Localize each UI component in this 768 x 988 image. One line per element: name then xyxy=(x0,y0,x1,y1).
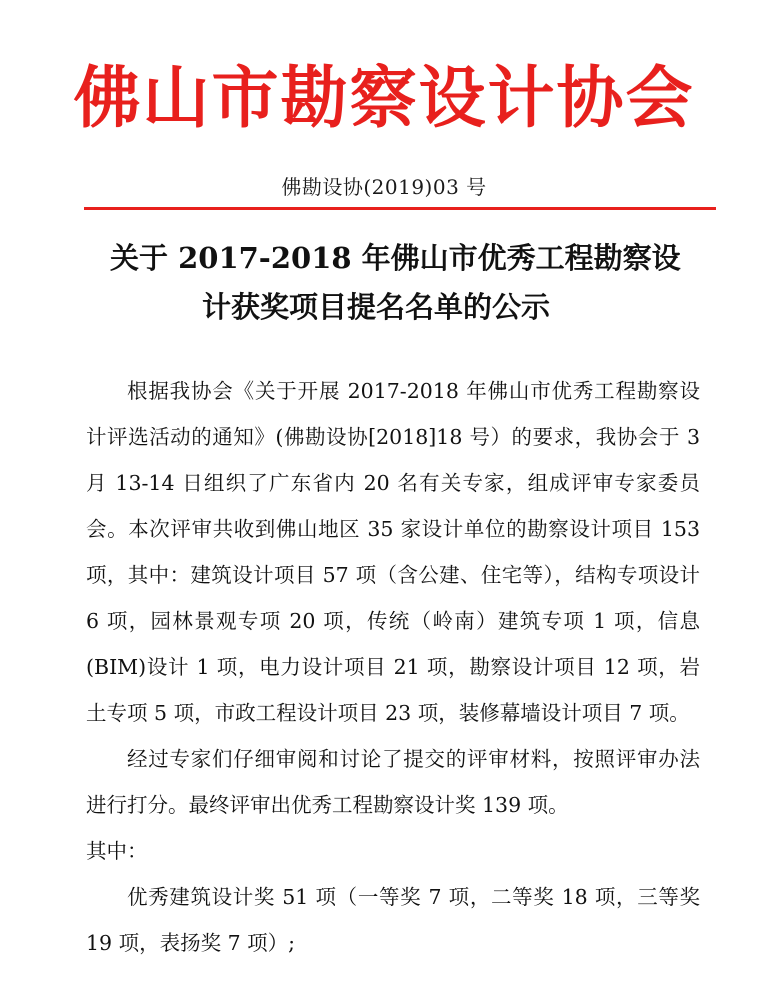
header-divider xyxy=(84,207,716,210)
notice-title-line-1: 关于 2017-2018 年佛山市优秀工程勘察设 xyxy=(110,241,681,275)
paragraph-result: 经过专家们仔细审阅和讨论了提交的评审材料，按照评审办法进行打分。最终评审出优秀工程勘察设计奖 139 项。 xyxy=(86,747,700,817)
document-number: 佛勘设协(2019)03 号 xyxy=(281,175,487,199)
notice-title xyxy=(110,234,710,332)
paragraph-architecture-awards: 优秀建筑设计奖 51 项（一等奖 7 项，二等奖 18 项，三等奖 19 项，表扬奖 7 项）; xyxy=(86,885,700,955)
paragraph-among: 其中： xyxy=(86,839,148,863)
notice-body xyxy=(86,368,700,966)
organization-title: 佛山市勘察设计协会 xyxy=(73,58,695,137)
paragraph-background: 根据我协会《关于开展 2017-2018 年佛山市优秀工程勘察设计评选活动的通知》(佛勘设协[2018]18 号）的要求，我协会于 3 月 13-14 日组织了广东省内 20 名有关专家，组成评审专家委员会。本次评审共收到佛山地区 35 家设计单位的勘察设计项目 153 项，其中：建筑设计项目 57 项（含公建、住宅等），结构专项设计 6 项，园林景观专项 20 项，传统（岭南）建筑专项 1 项，信息(BIM)设计 1 项，电力设计项目 21 项，勘察设计项目 12 项，岩土专项 5 项，市政工程设计项目 23 项，装修幕墙设计项目 7 项。 xyxy=(86,379,700,725)
notice-title-line-2: 计获奖项目提名名单的公示 xyxy=(202,290,551,324)
